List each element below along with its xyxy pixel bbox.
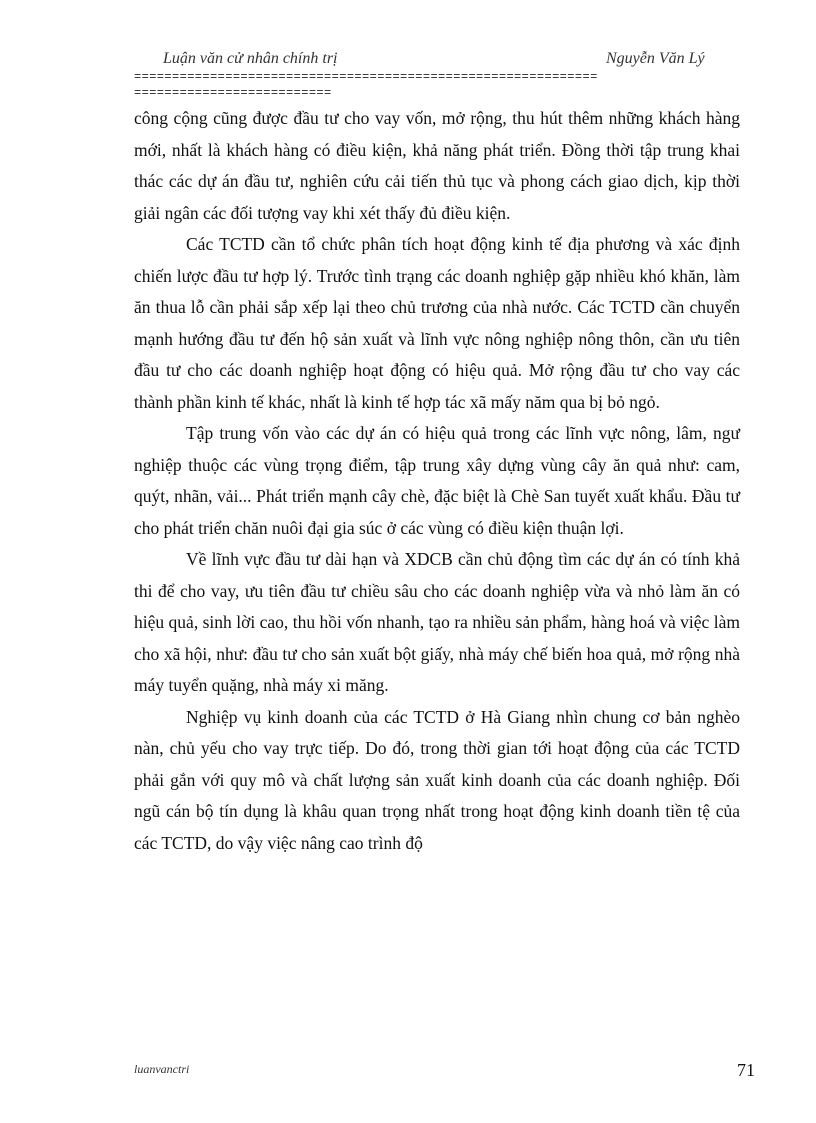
- paragraph-5: Nghiệp vụ kinh doanh của các TCTD ở Hà Giang nhìn chung cơ bản nghèo nàn, chủ yếu cho vay trực tiếp. Do đó, trong thời gian tới hoạt động của các TCTD phải gắn với quy mô và chất lượng sản xuất kinh doanh của các doanh nghiệp. Đối ngũ cán bộ tín dụng là khâu quan trọng nhất trong hoạt động kinh doanh tiền tệ của các TCTD, do vậy việc nâng cao trình độ: [134, 706, 740, 853]
- paragraph-2: Các TCTD cần tổ chức phân tích hoạt động kinh tế địa phương và xác định chiến lược đầu tư hợp lý. Trước tình trạng các doanh nghiệp gặp nhiều khó khăn, làm ăn thua lỗ cần phải sắp xếp lại theo chủ trương của nhà nước. Các TCTD cần chuyển mạnh hướng đầu tư đến hộ sản xuất và lĩnh vực nông nghiệp nông thôn, cần ưu tiên đầu tư cho các doanh nghiệp hoạt động có hiệu quả. Mở rộng đầu tư cho vay các thành phần kinh tế khác, nhất là kinh tế hợp tác xã mấy năm qua bị bỏ ngỏ.: [134, 234, 740, 412]
- paragraph-1: công cộng cũng được đầu tư cho vay vốn, mở rộng, thu hút thêm những khách hàng mới, nhất là khách hàng có điều kiện, khả năng phát triển. Đồng thời tập trung khai thác các dự án đầu tư, nghiên cứu cải tiến thủ tục và phong cách giao dịch, kịp thời giải ngân các đối tượng vay khi xét thấy đủ điều kiện.: [134, 108, 740, 223]
- page-number: 71: [737, 1060, 755, 1080]
- paragraph-4: Về lĩnh vực đầu tư dài hạn và XDCB cần chủ động tìm các dự án có tính khả thi để cho vay, ưu tiên đầu tư chiều sâu cho các doanh nghiệp vừa và nhỏ làm ăn có hiệu quả, sinh lời cao, thu hồi vốn nhanh, tạo ra nhiều sản phẩm, hàng hoá và việc làm cho xã hội, như: đầu tư cho sản xuất bột giấy, nhà máy chế biến hoa quả, mở rộng nhà máy tuyển quặng, nhà máy xi măng.: [134, 549, 740, 695]
- header-rule-line-1: =============================================================: [134, 70, 598, 84]
- body-text: [134, 103, 740, 859]
- paragraph-3: Tập trung vốn vào các dự án có hiệu quả trong các lĩnh vực nông, lâm, ngư nghiệp thuộc các vùng trọng điểm, tập trung xây dựng vùng cây ăn quả như: cam, quýt, nhãn, vải... Phát triển mạnh cây chè, đặc biệt là Chè San tuyết xuất khẩu. Đầu tư cho phát triển chăn nuôi đại gia súc ở các vùng có điều kiện thuận lợi.: [134, 423, 740, 538]
- header-author: Nguyễn Văn Lý: [606, 50, 705, 67]
- header-rule-line-2: ==========================: [134, 86, 332, 100]
- header-title: Luận văn cử nhân chính trị: [163, 50, 338, 67]
- footer-source: luanvanctri: [134, 1062, 190, 1076]
